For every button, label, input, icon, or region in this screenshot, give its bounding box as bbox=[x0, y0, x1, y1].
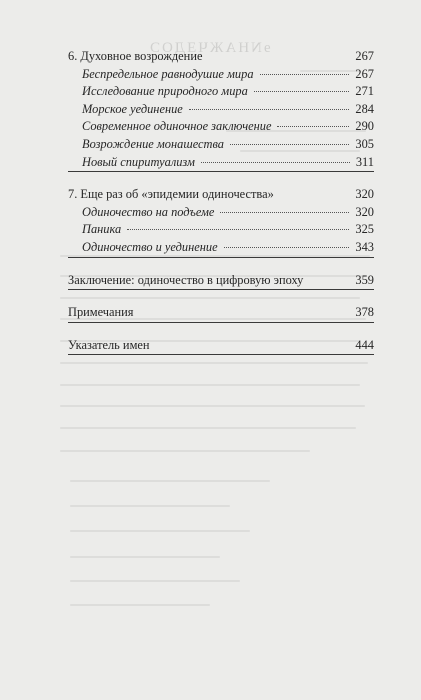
toc-entry bbox=[68, 136, 374, 154]
page-number: 378 bbox=[355, 305, 374, 320]
toc-chapter-6 bbox=[68, 48, 374, 66]
entry-title: Новый спиритуализм bbox=[82, 154, 195, 169]
dot-leader bbox=[254, 91, 350, 92]
page-number: 325 bbox=[355, 222, 374, 237]
dot-leader bbox=[260, 74, 350, 75]
toc-chapter-7 bbox=[68, 186, 374, 204]
page-number: 284 bbox=[355, 101, 374, 116]
page-number: 359 bbox=[355, 272, 374, 287]
toc-entry bbox=[68, 221, 374, 239]
page-number: 267 bbox=[355, 66, 374, 81]
table-of-contents bbox=[68, 48, 374, 355]
dot-leader bbox=[230, 144, 349, 145]
page-number: 320 bbox=[355, 187, 374, 202]
dot-leader bbox=[224, 247, 350, 248]
page-number: 267 bbox=[355, 49, 374, 63]
entry-title: Паника bbox=[82, 222, 122, 237]
entry-title: Одиночество на подъеме bbox=[82, 204, 215, 219]
entry-title: Одиночество и уединение bbox=[82, 239, 218, 254]
chapter-title: 7. Еще раз об «эпидемии одиночества» bbox=[68, 187, 274, 202]
toc-entry bbox=[68, 118, 374, 136]
toc-entry bbox=[68, 83, 374, 101]
toc-index bbox=[68, 337, 374, 356]
dot-leader bbox=[127, 229, 349, 230]
entry-title: Исследование природного мира bbox=[82, 84, 248, 99]
page-number: 290 bbox=[355, 119, 374, 134]
dot-leader bbox=[201, 162, 350, 163]
page-number: 311 bbox=[355, 154, 374, 169]
page-number: 343 bbox=[355, 239, 374, 254]
bleed-through-heading: ɘNHAЖЧƎДOƆ bbox=[148, 40, 271, 56]
entry-title: Беспредельное равнодушие мира bbox=[82, 66, 254, 81]
chapter-title: Указатель имен bbox=[68, 337, 150, 352]
toc-conclusion bbox=[68, 272, 374, 291]
toc-entry bbox=[68, 239, 374, 258]
entry-title: Морское уединение bbox=[82, 101, 183, 116]
toc-entry bbox=[68, 66, 374, 84]
dot-leader bbox=[189, 109, 350, 110]
entry-title: Возрождение монашества bbox=[82, 136, 224, 151]
dot-leader bbox=[277, 126, 349, 127]
toc-notes bbox=[68, 304, 374, 323]
chapter-title: 6. Духовное возрождение bbox=[68, 49, 203, 63]
chapter-title: Заключение: одиночество в цифровую эпоху bbox=[68, 272, 304, 287]
toc-entry bbox=[68, 101, 374, 119]
page-number: 320 bbox=[355, 204, 374, 219]
chapter-title: Примечания bbox=[68, 305, 134, 320]
toc-entry bbox=[68, 154, 374, 173]
page-number: 444 bbox=[355, 337, 374, 352]
dot-leader bbox=[220, 212, 349, 213]
page-number: 271 bbox=[355, 84, 374, 99]
toc-entry bbox=[68, 204, 374, 222]
entry-title: Современное одиночное заключение bbox=[82, 119, 272, 134]
page-number: 305 bbox=[355, 136, 374, 151]
